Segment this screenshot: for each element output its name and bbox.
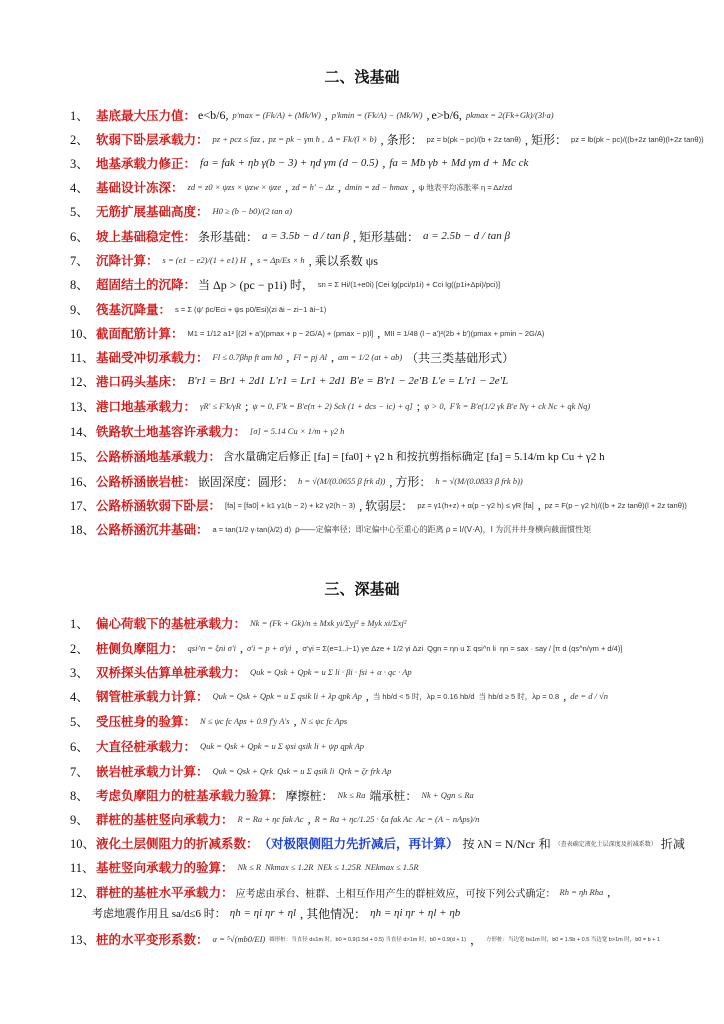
formula: σ'γi = Σ(e=1..i−1) γe Δze + 1/2 γi Δzi	[302, 643, 424, 653]
separator: ,	[563, 688, 567, 703]
formula: s = Σ (ψ' p̄c/Eci + ψs p0/Esi)(zi āi − zi−1 āi−1)	[175, 304, 327, 314]
deep-row-9	[70, 808, 720, 830]
shallow-row-2	[70, 128, 720, 150]
formula: pz = pk − γm h ,	[268, 134, 325, 144]
item-heading: 无筋扩展基础高度：	[96, 204, 209, 219]
item-heading: 桩的水平变形系数：	[96, 932, 209, 947]
item-heading: 沉降计算：	[96, 253, 159, 268]
formula: Qgn = ηn u Σ qsi^n li	[427, 643, 496, 653]
item-number: 12、	[70, 886, 96, 900]
formula: dmin = zd − hmax	[345, 182, 408, 192]
item-heading: 筏基沉降量：	[96, 302, 172, 317]
separator: ,	[377, 325, 381, 340]
formula: M1 = 1/12 a1² [(2l + a')(pmax + p − 2G/A) + (pmax − p)l]	[187, 328, 374, 338]
deep-row-1	[70, 612, 720, 634]
item-heading: 基底最大压力值：	[96, 108, 197, 123]
deep-row-2	[70, 637, 720, 659]
separator: ;	[416, 398, 421, 413]
formula: s = (e1 − e2)/(1 + e1) H	[162, 255, 247, 265]
formula: Nk + Qgn ≤ Ra	[421, 790, 474, 800]
separator: ,	[285, 179, 289, 194]
shallow-row-9	[70, 298, 720, 320]
note-highlight: （对极限侧阻力先折减后，再计算）	[258, 836, 459, 851]
item-number: 16、	[70, 475, 96, 489]
item-heading: 液化土层侧阻力的折减系数：	[96, 836, 259, 851]
text: , 其他情况：	[300, 906, 367, 921]
separator: ,	[331, 349, 335, 364]
formula: pz + pcz ≤ faz ,	[212, 134, 265, 144]
separator: ,	[324, 107, 328, 122]
shallow-row-15	[70, 445, 720, 467]
formula: H0 ≥ (b − b0)/(2 tan α)	[212, 206, 293, 216]
separator: ,	[411, 179, 415, 194]
separator: ，	[469, 932, 482, 947]
formula: L'r1 = Lr1 + 2d1	[269, 375, 346, 387]
deep-row-5	[70, 710, 720, 732]
item-heading: 公路桥涵软弱下卧层：	[96, 498, 222, 513]
item-number: 14、	[70, 425, 96, 439]
item-heading: 铁路软土地基容许承载力：	[96, 424, 247, 439]
formula: ηh = ηi ηr + ηl + ηb	[370, 907, 461, 919]
condition-text: e<b/6,	[198, 107, 229, 122]
item-number: 13、	[70, 933, 96, 947]
item-number: 17、	[70, 499, 96, 513]
item-heading: 大直径桩承载力：	[96, 739, 197, 754]
formula: pz = lb(pk − pc)/((b+2z tanθ)(l+2z tanθ))	[571, 134, 704, 144]
item-number: 18、	[70, 523, 96, 537]
separator: ;	[244, 398, 249, 413]
shallow-row-1	[70, 104, 720, 126]
text: 条形基础：	[198, 229, 259, 244]
item-heading: 考虑负摩阻力的桩基承载力验算：	[96, 788, 284, 803]
separator: ,	[537, 497, 541, 512]
deep-row-4	[70, 685, 720, 707]
formula: Rh = ηh Rha	[559, 887, 604, 897]
formula: p'kmin = (Fk/A) − (Mk/W)	[331, 110, 423, 120]
item-heading: 基础设计冻深：	[96, 180, 184, 195]
formula: σ'i = p + σ'γi	[247, 643, 292, 653]
text: , 矩形：	[525, 132, 568, 147]
item-heading: 基础受冲切承载力：	[96, 350, 209, 365]
item-number: 9、	[70, 303, 89, 317]
condition-text: e>b/6,	[431, 107, 462, 122]
formula: zd = z0 × ψzs × ψzw × ψze	[187, 182, 282, 192]
item-number: 6、	[70, 230, 89, 244]
formula: Ac = (A − nAps)/n	[416, 814, 480, 824]
formula: h = √(M/(0.0655 β frk d))	[298, 476, 386, 486]
shallow-row-7	[70, 249, 720, 271]
text: 端承桩：	[369, 788, 418, 803]
formula: N ≤ ψc fc Aps	[300, 716, 348, 726]
formula: a = 3.5b − d / tan β	[262, 230, 349, 242]
shallow-row-13	[70, 395, 720, 417]
item-number: 10、	[70, 837, 96, 851]
formula: h = √(M/(0.0833 β frk b))	[435, 476, 523, 486]
item-number: 8、	[70, 789, 89, 803]
formula: fa = Mb γb + Md γm d + Mc ck	[389, 157, 529, 169]
separator: ,	[365, 688, 369, 703]
item-number: 9、	[70, 813, 89, 827]
formula: pkmax = 2(Fk+Gk)/(3l·a)	[465, 110, 554, 120]
formula: a = 2.5b − d / tan β	[422, 230, 510, 242]
shallow-row-12	[70, 370, 720, 392]
formula: Quk = Qsk + Qpk = u Σ qsik li + λp qpk Ap	[212, 691, 362, 701]
shallow-row-6	[70, 225, 720, 247]
item-number: 6、	[70, 740, 89, 754]
formula: s = Δp/Es × h	[257, 255, 305, 265]
item-heading: 公路桥涵嵌岩桩：	[96, 474, 197, 489]
text: , 方形：	[389, 474, 432, 489]
formula: N ≤ ψc fc Aps + 0.9 f'y A's	[200, 716, 290, 726]
item-number: 10、	[70, 327, 96, 341]
note-text: ρ——定偏率径；即定偏中心至重心的距离 ρ = I/(V·A)，I 为沉井井身横向截面惯性矩	[295, 524, 592, 534]
separator: ,	[426, 107, 430, 122]
formula: R = Ra + ηc/1.25 · ξa fak Ac	[314, 814, 413, 824]
item-number: 1、	[70, 617, 89, 631]
item-heading: 桩侧负摩阻力：	[96, 641, 184, 656]
deep-row-7	[70, 760, 720, 782]
formula: am = 1/2 (at + ab)	[338, 352, 403, 362]
item-number: 11、	[70, 351, 95, 365]
formula: MII = 1/48 (l − a')²(2b + b')(pmax + pmin − 2G/A)	[384, 328, 545, 338]
item-heading: 超固结土的沉降：	[96, 277, 197, 292]
formula: F'k = B'e(1/2 γk B'e Nγ + ck Nc + qk Nq)	[449, 401, 591, 411]
formula: [fa] = [fa0] + k1 γ1(b − 2) + k2 γ2(h − 3)	[225, 500, 356, 510]
shallow-row-17	[70, 494, 720, 516]
item-heading: 软弱下卧层承载力：	[96, 132, 209, 147]
shallow-row-16	[70, 470, 720, 492]
item-number: 2、	[70, 133, 89, 147]
formula: ηn = sax · say / [π d (qs^n/γm + d/4)]	[499, 643, 623, 653]
text: 应考虑由承台、桩群、土相互作用产生的群桩效应，可按下列公式确定：	[235, 888, 556, 900]
section-title-shallow: 二、浅基础	[324, 68, 400, 86]
item-number: 7、	[70, 254, 89, 268]
formula: Quk = Qsk + Qpk = u Σ li · βi · fsi + α · qc · Ap	[250, 667, 412, 677]
text: 含水量确定后修正 [fa] = [fa0] + γ2 h 和按抗剪指标确定 [fa] = 5.14/m kp Cu + γ2 h	[223, 451, 605, 463]
note-text: （共三类基础形式）	[406, 350, 515, 365]
separator: ,	[240, 640, 244, 655]
separator: ,	[286, 349, 290, 364]
shallow-row-11	[70, 346, 720, 368]
formula: Qsk = u Σ qsik li	[277, 766, 335, 776]
separator: ,	[293, 713, 297, 728]
deep-row-10	[70, 832, 720, 854]
formula: [σ] = 5.14 Cu × 1/m + γ2 h	[250, 426, 345, 436]
formula: 按 λN = N/Ncr	[462, 836, 535, 851]
formula: B'r1 = Br1 + 2d1	[187, 375, 266, 387]
item-number: 11、	[70, 861, 95, 875]
formula: ψ = 0, F'k = B'e(π + 2) Sck (1 + dcs − ic) + q]	[252, 401, 413, 411]
item-number: 13、	[70, 400, 96, 414]
formula: zd = h' − Δz	[292, 182, 334, 192]
formula: Nk = (Fk + Gk)/n ± Mxk yi/Σyj² ± Myk xi/Σxj²	[250, 618, 407, 628]
item-heading: 基桩竖向承载力的验算：	[96, 860, 234, 875]
formula: γR' ≤ F'k/γR	[200, 401, 241, 411]
formula: fa = fak + ηb γ(b − 3) + ηd γm (d − 0.5)	[200, 157, 379, 169]
formula: Nk ≤ Ra	[337, 790, 366, 800]
formula: pz = F(p − γ2 h)/((b + 2z tanθ)(l + 2z tanθ))	[544, 500, 687, 510]
text: 折减	[660, 836, 685, 851]
formula: p'max = (Fk/A) + (Mk/W)	[232, 110, 321, 120]
item-heading: 嵌岩桩承载力计算：	[96, 764, 209, 779]
deep-row-8	[70, 784, 720, 806]
text: , 乘以系数 ψs	[308, 253, 378, 268]
formula: pz = γ1(h+z) + α(p − γ2 h) ≤ γR [fa]	[417, 500, 534, 510]
separator: ,	[250, 252, 254, 267]
item-number: 4、	[70, 181, 89, 195]
text: , 矩形基础：	[352, 229, 419, 244]
item-heading: 港口地基承载力：	[96, 399, 197, 414]
note-text: （查表确定液化土层深度及折减系数）	[554, 841, 657, 848]
formula: Quk = Qsk + Qpk = u Σ ψsi qsik li + ψp qpk Ap	[200, 741, 365, 751]
item-number: 3、	[70, 157, 89, 171]
item-heading: 群桩的基桩水平承载力：	[96, 885, 234, 900]
shallow-row-8	[70, 273, 720, 295]
item-heading: 偏心荷载下的基桩承载力：	[96, 616, 247, 631]
formula: Fl ≤ 0.7βhp ft am h0	[212, 352, 283, 362]
separator: ,	[607, 884, 611, 899]
item-heading: 受压桩身的验算：	[96, 714, 197, 729]
item-heading: 公路桥涵地基承载力：	[96, 449, 222, 464]
item-number: 7、	[70, 765, 89, 779]
shallow-row-10	[70, 322, 720, 344]
shallow-row-4	[70, 176, 720, 198]
formula: ψ > 0,	[424, 401, 446, 411]
item-number: 5、	[70, 715, 89, 729]
deep-row-3	[70, 661, 720, 683]
item-number: 5、	[70, 205, 89, 219]
item-heading: 钢管桩承载力计算：	[96, 689, 209, 704]
formula: sn = Σ Hi/(1+e0i) [Cei lg(pci/p1i) + Cci lg((p1i+Δpi)/pci)]	[317, 279, 501, 289]
item-heading: 港口码头基床：	[96, 374, 184, 389]
formula: L'e = L'r1 − 2e'L	[431, 375, 509, 387]
text: 当 Δp > (pc − p1i) 时，	[198, 277, 314, 292]
formula: Qrk = ζr frk Ap	[338, 766, 392, 776]
item-heading: 双桥探头估算单桩承载力：	[96, 665, 247, 680]
deep-row-12	[70, 881, 720, 903]
shallow-row-5	[70, 200, 720, 222]
text: 考虑地震作用且 sa/d≤6 时：	[92, 908, 226, 920]
item-number: 12、	[70, 375, 96, 389]
note-text: 圆形桩：当直径 d≤1m 时，b0 = 0.9(1.5d + 0.5) 当直径 d>1m 时，b0 = 0.9(d + 1)	[269, 937, 466, 943]
formula: α = ⁵√(mb0/EI)	[212, 934, 266, 944]
formula: NEkmax ≤ 1.5R	[365, 862, 419, 872]
formula: ψ 地表平均冻胀率 η = Δz/zd	[418, 182, 513, 192]
formula: pz = b(pk − pc)/(b + 2z tanθ)	[426, 134, 522, 144]
shallow-row-14	[70, 420, 720, 442]
section-title-deep: 三、深基础	[324, 580, 400, 598]
deep-row-12-continued	[90, 904, 720, 922]
item-heading: 地基承载力修正：	[96, 156, 197, 171]
deep-row-13	[70, 928, 720, 950]
formula: Δ = Fk/(l × b)	[328, 134, 377, 144]
deep-row-11	[70, 856, 720, 878]
item-number: 4、	[70, 690, 89, 704]
item-heading: 截面配筋计算：	[96, 326, 184, 341]
item-number: 1、	[70, 109, 89, 123]
separator: ,	[307, 811, 311, 826]
formula: ηh = ηi ηr + ηl	[229, 907, 297, 919]
item-number: 15、	[70, 450, 96, 464]
item-number: 3、	[70, 666, 89, 680]
formula: qsi^n = ξni σ'i	[187, 643, 237, 653]
text: , 软弱层：	[359, 498, 414, 513]
formula: Nkmax ≤ 1.2R	[265, 862, 314, 872]
separator: ,	[338, 179, 341, 194]
note-text: 方形桩：当边宽 b≤1m 时，b0 = 1.5b + 0.5 当边宽 b>1m 时，b0 = b + 1	[485, 937, 661, 943]
item-heading: 坡上基础稳定性：	[96, 229, 197, 244]
item-number: 8、	[70, 278, 89, 292]
separator: ,	[295, 640, 299, 655]
formula: 当 hb/d ≥ 5 时，λp = 0.8	[478, 691, 560, 701]
formula: B'e = B'r1 − 2e'B	[349, 375, 428, 387]
formula: Nk ≤ R	[237, 862, 262, 872]
shallow-row-3	[70, 152, 720, 174]
formula: Quk = Qsk + Qrk	[212, 766, 274, 776]
deep-row-6	[70, 735, 720, 757]
item-heading: 群桩的基桩竖向承载力：	[96, 812, 234, 827]
text: 嵌固深度：圆形：	[198, 474, 295, 489]
shallow-row-18	[70, 518, 720, 540]
formula: a = tan(1/2 γ·tan(λ/2) d)	[212, 524, 292, 534]
text: 和	[538, 836, 551, 851]
text: 摩擦桩：	[285, 788, 334, 803]
text: , 条形：	[380, 132, 423, 147]
formula: NEk ≤ 1.25R	[317, 862, 362, 872]
separator: ,	[382, 155, 386, 170]
item-heading: 公路桥涵沉井基础：	[96, 522, 209, 537]
formula: de = d / √n	[570, 691, 608, 701]
formula: R = Ra + ηc fak Ac	[237, 814, 304, 824]
formula: Fl = pj Al	[293, 352, 328, 362]
formula: 当 hb/d < 5 时，λp = 0.16 hb/d	[372, 691, 475, 701]
item-number: 2、	[70, 642, 89, 656]
